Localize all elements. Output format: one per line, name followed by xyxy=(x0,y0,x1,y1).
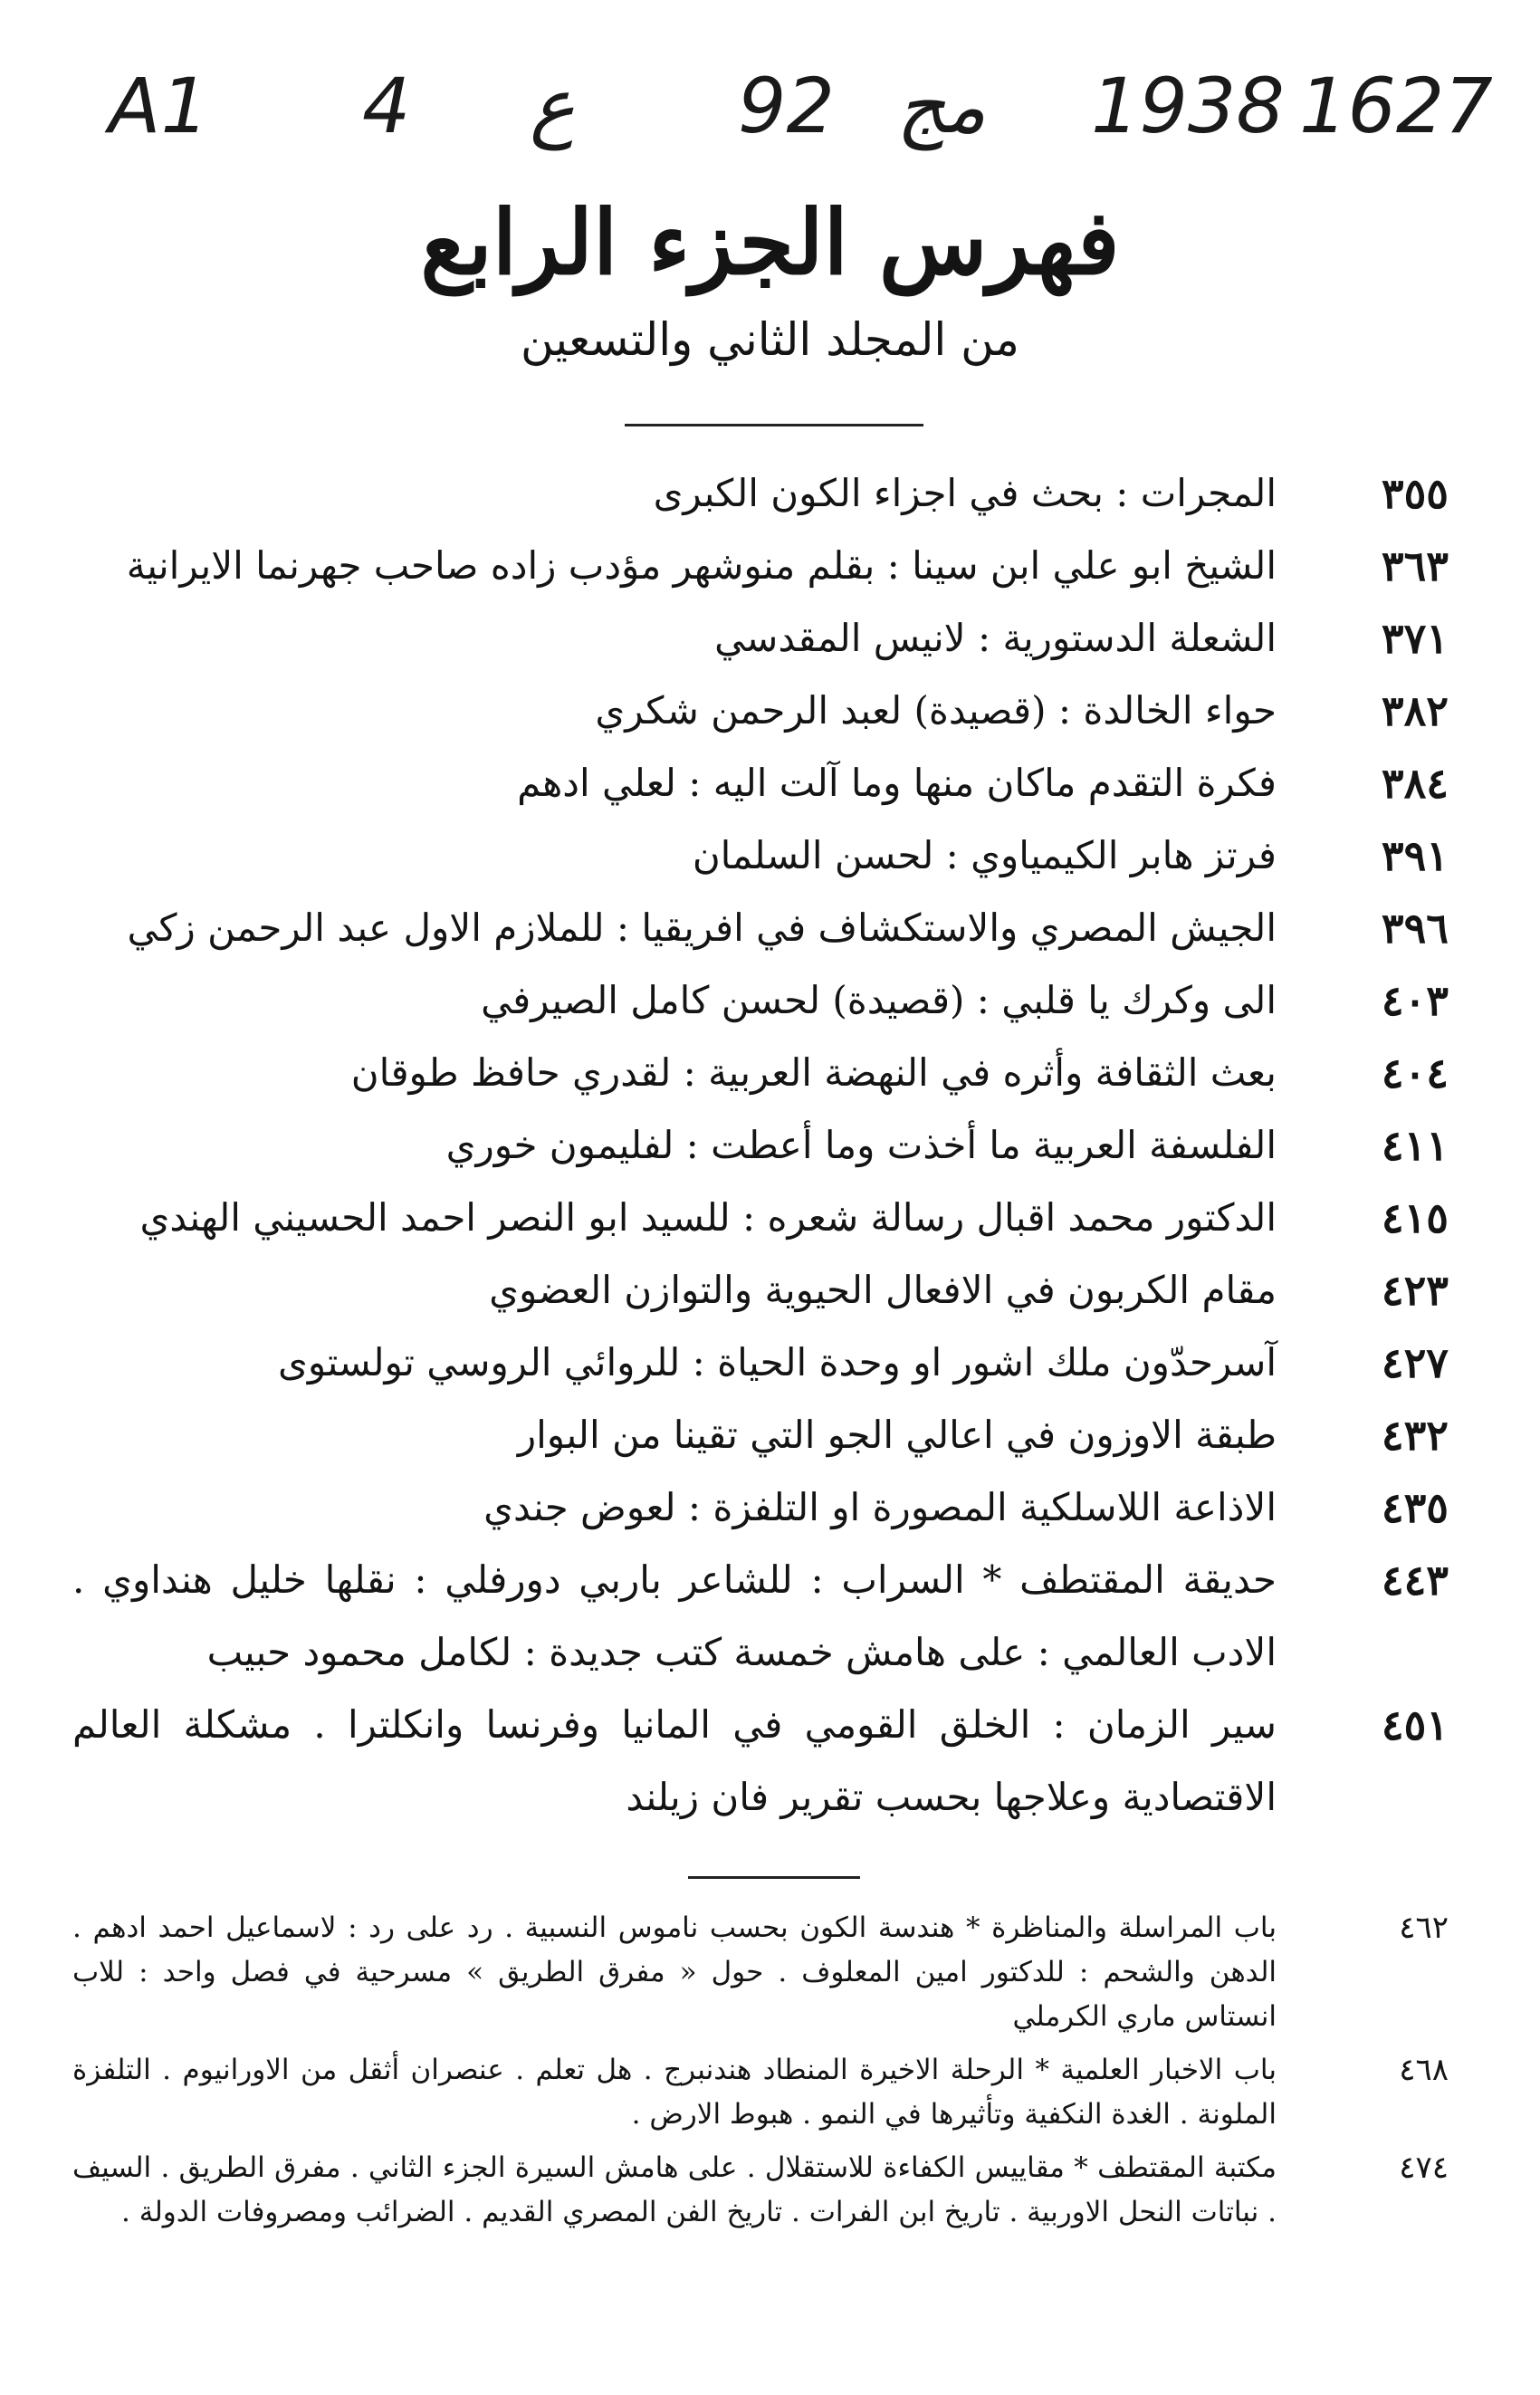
toc-page-number: ٣٨٤ xyxy=(1381,759,1449,808)
toc-entry-text: الاذاعة اللاسلكية المصورة او التلفزة : لعوض جندي xyxy=(483,1485,1277,1529)
handwritten-mark: مج xyxy=(896,62,987,150)
toc-page-number: ٤٦٨ xyxy=(1399,2052,1449,2088)
toc-entry-text: الدكتور محمد اقبال رسالة شعره : للسيد ابو النصر احمد الحسيني الهندي xyxy=(139,1195,1277,1240)
handwritten-mark: 4 xyxy=(362,62,411,150)
handwritten-catalog-note xyxy=(0,62,1540,188)
toc-entry-text: المجرات : بحث في اجزاء الكون الكبرى xyxy=(653,471,1277,515)
toc-entry xyxy=(72,747,1449,819)
table-of-contents-sections xyxy=(72,1906,1449,2244)
toc-entry xyxy=(72,964,1449,1037)
toc-entry xyxy=(72,602,1449,675)
toc-page-number: ٣٨٢ xyxy=(1381,686,1449,735)
toc-entry-text: الشعلة الدستورية : لانيس المقدسي xyxy=(714,616,1277,660)
toc-entry xyxy=(72,1544,1449,1689)
toc-entry-text: حديقة المقتطف * السراب : للشاعر باربي دورفلي : نقلها خليل هنداوي . الادب العالمي : على هامش خمسة كتب جديدة : لكامل محمود حبيب xyxy=(72,1557,1277,1674)
toc-page-number: ٣٦٣ xyxy=(1381,541,1449,590)
toc-entry-text: حواء الخالدة : (قصيدة) لعبد الرحمن شكري xyxy=(595,688,1277,733)
toc-entry-text: باب المراسلة والمناظرة * هندسة الكون بحسب ناموس النسبية . رد على رد : لاسماعيل احمد ادهم . الدهن والشحم : للدكتور امين المعلوف . حول « مفرق الطريق » مسرحية في فصل واحد : للاب انستاس ماري الكرملي xyxy=(72,1911,1277,2033)
toc-entry xyxy=(72,2048,1449,2137)
toc-page-number: ٤٤٣ xyxy=(1381,1556,1449,1605)
toc-entry xyxy=(72,2146,1449,2235)
page-title: فهرس الجزء الرابع xyxy=(420,191,1120,295)
handwritten-mark: A1 xyxy=(109,62,209,150)
toc-entry-text: مقام الكربون في الافعال الحيوية والتوازن العضوي xyxy=(489,1268,1277,1312)
toc-page-number: ٤١٥ xyxy=(1381,1193,1449,1242)
toc-page-number: ٤٧٤ xyxy=(1399,2150,1449,2186)
divider xyxy=(625,424,923,426)
toc-entry xyxy=(72,675,1449,747)
toc-entry-text: طبقة الاوزون في اعالي الجو التي تقينا من البوار xyxy=(517,1413,1277,1457)
toc-page-number: ٤٠٤ xyxy=(1381,1049,1449,1097)
handwritten-mark: 1627 xyxy=(1299,62,1493,150)
toc-page-number: ٣٩١ xyxy=(1381,831,1449,880)
toc-page-number: ٤٢٣ xyxy=(1381,1266,1449,1315)
handwritten-mark: ع xyxy=(530,62,576,150)
toc-page-number: ٤٦٢ xyxy=(1399,1910,1449,1946)
toc-page-number: ٤١١ xyxy=(1381,1121,1449,1170)
toc-entry-text: الشيخ ابو علي ابن سينا : بقلم منوشهر مؤدب زاده صاحب جهرنما الايرانية xyxy=(126,543,1277,588)
toc-page-number: ٣٧١ xyxy=(1381,614,1449,663)
page-subtitle: من المجلد الثاني والتسعين xyxy=(521,313,1019,366)
toc-entry xyxy=(72,1906,1449,2039)
toc-page-number: ٣٩٦ xyxy=(1381,904,1449,953)
toc-entry xyxy=(72,530,1449,602)
toc-entry-text: الفلسفة العربية ما أخذت وما أعطت : لفليمون خوري xyxy=(445,1123,1277,1167)
handwritten-mark: 92 xyxy=(738,62,835,150)
toc-page-number: ٤٢٧ xyxy=(1381,1338,1449,1387)
toc-entry-text: باب الاخبار العلمية * الرحلة الاخيرة المنطاد هندنبرج . هل تعلم . عنصران أثقل من الاورانيوم . التلفزة الملونة . الغدة النكفية وتأثيرها في النمو . هبوط الارض . xyxy=(72,2054,1277,2131)
toc-entry xyxy=(72,1399,1449,1471)
toc-entry-text: الجيش المصري والاستكشاف في افريقيا : للملازم الاول عبد الرحمن زكي xyxy=(127,905,1277,950)
toc-page-number: ٣٥٥ xyxy=(1381,469,1449,518)
toc-entry-text: فكرة التقدم ماكان منها وما آلت اليه : لعلي ادهم xyxy=(517,761,1277,805)
toc-entry-text: بعث الثقافة وأثره في النهضة العربية : لقدري حافظ طوقان xyxy=(350,1050,1277,1095)
toc-entry xyxy=(72,1037,1449,1109)
handwritten-mark: 1938 xyxy=(1091,62,1285,150)
table-of-contents xyxy=(72,457,1449,1834)
toc-entry xyxy=(72,1182,1449,1254)
toc-entry-text: فرتز هابر الكيمياوي : لحسن السلمان xyxy=(692,833,1277,877)
toc-entry xyxy=(72,1109,1449,1182)
toc-entry-text: آسرحدّون ملك اشور او وحدة الحياة : للروائي الروسي تولستوى xyxy=(278,1340,1277,1384)
toc-page-number: ٤٥١ xyxy=(1381,1700,1449,1749)
toc-entry-text: سير الزمان : الخلق القومي في المانيا وفرنسا وانكلترا . مشكلة العالم الاقتصادية وعلاجها بحسب تقرير فان زيلند xyxy=(72,1702,1277,1819)
divider xyxy=(688,1876,860,1879)
toc-entry xyxy=(72,1471,1449,1544)
toc-entry-text: مكتبة المقتطف * مقاييس الكفاءة للاستقلال . على هامش السيرة الجزء الثاني . مفرق الطريق . السيف . نباتات النحل الاوربية . تاريخ ابن الفرات . تاريخ الفن المصري القديم . الضرائب ومصروفات الدولة . xyxy=(72,2151,1277,2228)
toc-entry-text: الى وكرك يا قلبي : (قصيدة) لحسن كامل الصيرفي xyxy=(481,978,1277,1022)
toc-entry xyxy=(72,892,1449,964)
toc-entry xyxy=(72,1689,1449,1834)
toc-entry xyxy=(72,819,1449,892)
toc-page-number: ٤٣٥ xyxy=(1381,1483,1449,1532)
toc-page-number: ٤٣٢ xyxy=(1381,1411,1449,1460)
toc-page-number: ٤٠٣ xyxy=(1381,976,1449,1025)
toc-entry xyxy=(72,1254,1449,1327)
toc-entry xyxy=(72,457,1449,530)
toc-entry xyxy=(72,1327,1449,1399)
